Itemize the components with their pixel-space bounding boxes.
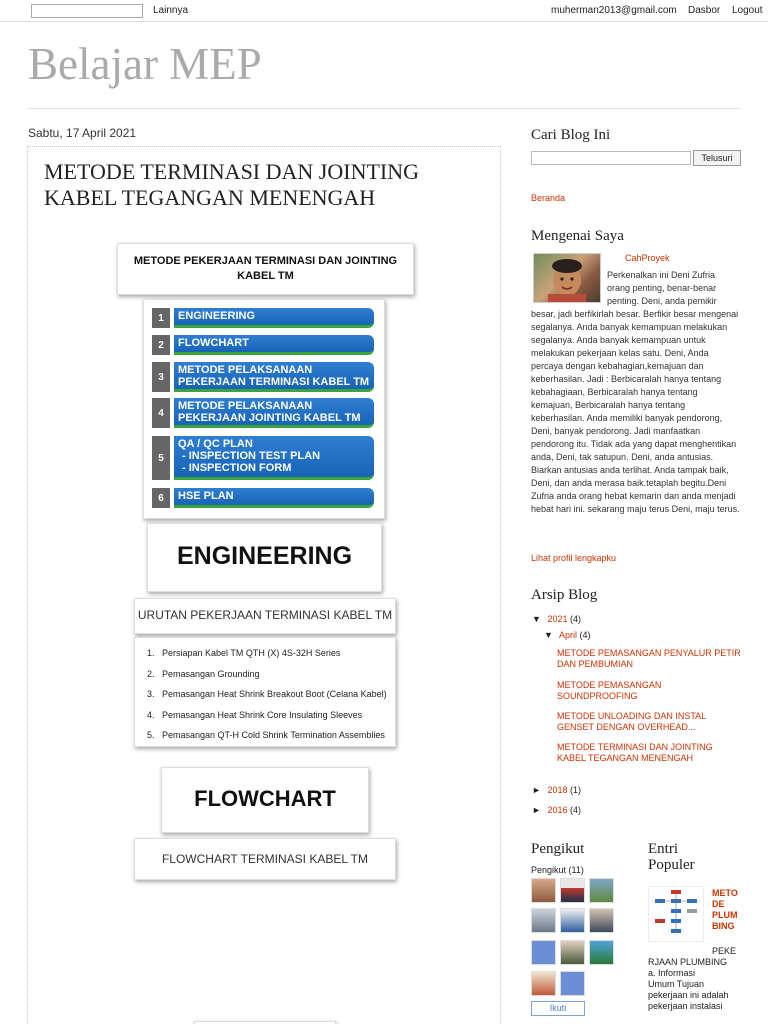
slide-menu-image[interactable] bbox=[143, 299, 385, 519]
popular-widget-title: Populer bbox=[648, 857, 695, 873]
follower-default-avatar-icon[interactable] bbox=[531, 940, 556, 965]
menu-row: 5 QA / QC PLAN - INSPECTION TEST PLAN - INSPECTION FORM bbox=[152, 436, 374, 480]
home-link[interactable]: Beranda bbox=[531, 193, 566, 203]
expanded-triangle-icon[interactable]: ▼ bbox=[544, 630, 553, 640]
follow-button[interactable]: Ikuti bbox=[531, 1001, 585, 1016]
user-email[interactable]: muherman2013@gmail.com bbox=[551, 5, 677, 16]
slide-engineering-image[interactable] bbox=[147, 523, 382, 592]
author-name-link[interactable]: CahProyek bbox=[625, 253, 670, 263]
archive-post-link[interactable]: METODE TERMINASI DAN JOINTING KABEL TEGANGAN MENENGAH bbox=[557, 742, 713, 763]
view-profile-link[interactable]: Lihat profil lengkapku bbox=[531, 553, 617, 563]
slide-steps-list[interactable]: 1. Persiapan Kabel TM QTH (X) 4S-32H Series 2. Pemasangan Grounding 3. Pemasangan Heat Shrink Breakout Boot (Celana Kabel) 4. Pemasangan Heat Shrink Core Insulating Sleeves 5. Pemasangan QT-H Cold Shrink Termination Assemblies bbox=[134, 637, 396, 747]
slide-flowchart-image[interactable] bbox=[161, 767, 369, 833]
slide-flowchart-title[interactable] bbox=[134, 838, 396, 880]
archive-post-link[interactable]: METODE UNLOADING DAN INSTAL GENSET DENGAN OVERHEAD... bbox=[557, 711, 706, 732]
archive-widget-title: Arsip Blog bbox=[531, 587, 598, 603]
top-navbar bbox=[0, 0, 768, 22]
follower-avatar[interactable] bbox=[560, 940, 585, 965]
about-text: Perkenalkan ini Deni Zufria orang penting, benar-benar penting. Deni, anda pemikir besar, jadi berfikirlah besar. Berfikir besar mengenai segalanya. Anda banyak kemampuan melakukan segalanya. Anda banyak kemampuan untuk melakukan pekerjaan kelas satu. Deni, Anda percaya dengan kebahagian,kemajuan dan keberhasilan. Jadi : Berbicaralah hanya tentang kebahagiaan, Berbicaralah hanya tentang kemajuan, Berbicaralah hanya tentang keberhasilan. Anda memiliki banyak pendorong, Deni, banyak pendorong. Jadi manfaatkan pendorong itu. Tidak ada yang dapat menghentikan anda, Deni, tak satupun. Deni, anda antusias. Biarkan antusias anda terlihat. Anda tampak baik, Deni, dan anda merasa baik.tetaplah begitu.Deni Zufria anda orang hebat kemarin dan anda menjadi hebat hari ini. sekarang maju terus Deni, maju terus. bbox=[531, 270, 740, 514]
about-widget-title: Mengenai Saya bbox=[531, 228, 624, 244]
post-body bbox=[27, 146, 501, 1024]
popular-post-link[interactable]: METO DE PLUM BING bbox=[712, 888, 738, 931]
slide-title-text: METODE PEKERJAAN TERMINASI DAN JOINTING KABEL TM bbox=[133, 255, 398, 282]
follower-avatar[interactable] bbox=[589, 878, 614, 903]
expanded-triangle-icon[interactable]: ▼ bbox=[532, 614, 541, 624]
slide-sequence-title[interactable] bbox=[134, 598, 396, 634]
blog-search-input[interactable] bbox=[531, 151, 691, 165]
search-widget-title: Cari Blog Ini bbox=[531, 127, 611, 143]
collapsed-triangle-icon[interactable]: ► bbox=[532, 785, 541, 795]
menu-row: 1 ENGINEERING bbox=[152, 308, 374, 328]
post-date: Sabtu, 17 April 2021 bbox=[28, 126, 137, 140]
popular-widget-title: Entri bbox=[648, 841, 678, 857]
flowchart-heading: FLOWCHART bbox=[194, 786, 336, 811]
menu-row: 2 FLOWCHART bbox=[152, 335, 374, 355]
archive-post-link[interactable]: METODE PEMASANGAN PENYALUR PETIR DAN PEMBUMIAN bbox=[557, 648, 741, 669]
follower-avatar[interactable] bbox=[589, 908, 614, 933]
archive-year-2016[interactable]: ► 2016 (4) bbox=[532, 805, 581, 815]
popular-post-thumbnail[interactable] bbox=[648, 886, 704, 942]
archive-month-april[interactable]: ▼ April (4) bbox=[544, 630, 591, 640]
sequence-title: URUTAN PEKERJAAN TERMINASI KABEL TM bbox=[137, 608, 393, 622]
more-link[interactable]: Lainnya bbox=[153, 5, 189, 16]
menu-row: 4 METODE PELAKSANAAN PEKERJAAN JOINTING KABEL TM bbox=[152, 398, 374, 428]
archive-year-2021[interactable]: ▼ 2021 (4) bbox=[532, 614, 581, 624]
flowchart-thumbnail-icon bbox=[649, 887, 703, 941]
blog-title[interactable]: Belajar MEP bbox=[28, 39, 262, 89]
engineering-heading: ENGINEERING bbox=[176, 542, 353, 570]
archive-year-2018[interactable]: ► 2018 (1) bbox=[532, 785, 581, 795]
slide-title-image[interactable] bbox=[117, 243, 414, 295]
navbar-search-input[interactable] bbox=[31, 4, 143, 18]
post-title[interactable]: METODE TERMINASI DAN JOINTING KABEL TEGANGAN MENENGAH bbox=[44, 159, 419, 210]
archive-post-link[interactable]: METODE PEMASANGAN SOUNDPROOFING bbox=[557, 680, 662, 701]
logout-link[interactable]: Logout bbox=[732, 5, 763, 16]
followers-widget-title: Pengikut bbox=[531, 841, 585, 857]
follower-avatar[interactable] bbox=[531, 908, 556, 933]
follower-avatar[interactable] bbox=[531, 971, 556, 996]
search-button[interactable]: Telusuri bbox=[693, 150, 741, 166]
follower-avatar[interactable] bbox=[531, 878, 556, 903]
popular-post-snippet: PEKE RJAAN PLUMBING a. Informasi Umum Tujuan pekerjaan ini adalah pekerjaan instalasi bbox=[648, 946, 737, 1011]
follower-avatar[interactable] bbox=[589, 940, 614, 965]
dashboard-link[interactable]: Dasbor bbox=[688, 5, 721, 16]
collapsed-triangle-icon[interactable]: ► bbox=[532, 805, 541, 815]
follower-avatar[interactable] bbox=[560, 878, 585, 903]
flowchart-subtitle: FLOWCHART TERMINASI KABEL TM bbox=[161, 852, 369, 866]
menu-row: 3 METODE PELAKSANAAN PEKERJAAN TERMINASI KABEL TM bbox=[152, 362, 374, 392]
header-divider bbox=[28, 108, 740, 109]
follower-default-avatar-icon[interactable] bbox=[560, 971, 585, 996]
menu-row: 6 HSE PLAN bbox=[152, 488, 374, 508]
follower-avatar[interactable] bbox=[560, 908, 585, 933]
followers-count: Pengikut (11) bbox=[531, 865, 584, 875]
